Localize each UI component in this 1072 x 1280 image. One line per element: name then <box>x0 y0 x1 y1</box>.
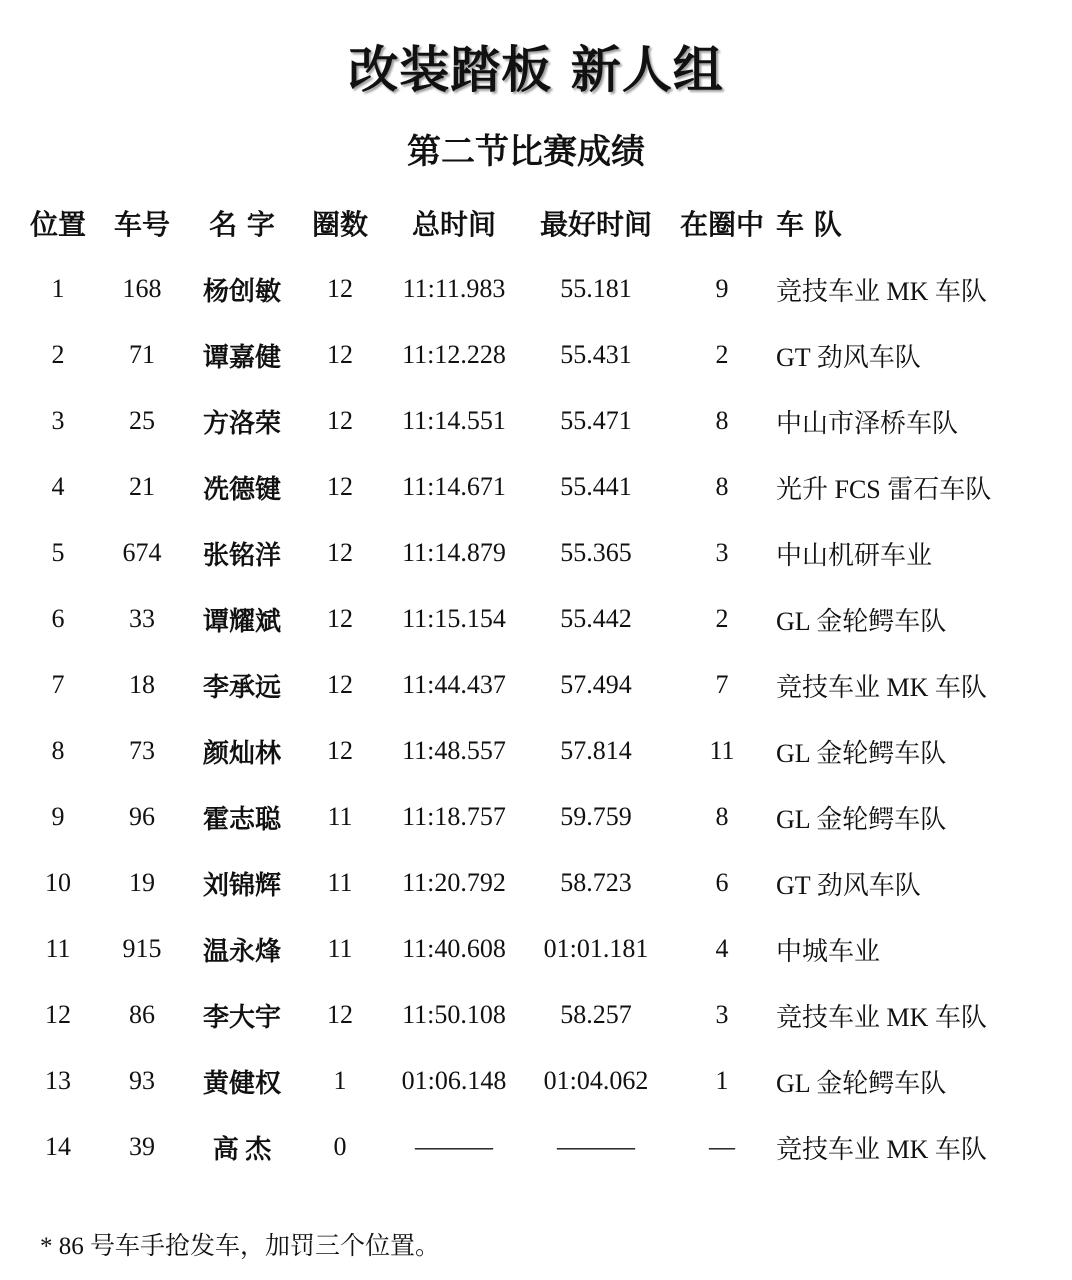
cell-best-time: 55.365 <box>560 538 632 567</box>
cell-position: 14 <box>45 1132 71 1161</box>
table-row <box>20 652 1065 718</box>
cell-laps: 12 <box>327 670 353 699</box>
cell-driver-name: 谭嘉健 <box>202 342 281 372</box>
cell-laps: 12 <box>327 472 353 501</box>
cell-team: GL 金轮鳄车队 <box>776 606 947 636</box>
cell-in-lap: 6 <box>715 868 729 897</box>
cell-in-lap: 8 <box>715 802 729 831</box>
cell-laps: 12 <box>327 340 353 369</box>
cell-team: 竞技车业 MK 车队 <box>776 1002 987 1032</box>
cell-driver-name: 黄健权 <box>202 1068 281 1098</box>
cell-total-time: 11:44.437 <box>402 670 506 699</box>
page-subtitle: 第二节比赛成绩 <box>407 132 645 172</box>
cell-position: 4 <box>51 472 65 501</box>
cell-driver-name: 温永烽 <box>202 936 281 966</box>
cell-best-time: 55.181 <box>560 274 632 303</box>
cell-driver-name: 冼德键 <box>202 474 281 504</box>
cell-car-no: 19 <box>129 868 155 897</box>
cell-position: 1 <box>51 274 65 303</box>
cell-laps: 12 <box>327 604 353 633</box>
header-team: 车 队 <box>776 208 842 241</box>
cell-total-time: 11:14.551 <box>402 406 506 435</box>
cell-in-lap: 3 <box>715 538 729 567</box>
cell-total-time: 11:15.154 <box>402 604 506 633</box>
cell-laps: 11 <box>327 934 353 963</box>
cell-total-time: ——— <box>415 1132 493 1161</box>
cell-driver-name: 李承远 <box>202 672 281 702</box>
cell-laps: 12 <box>327 406 353 435</box>
cell-car-no: 71 <box>129 340 155 369</box>
cell-team: 光升 FCS 雷石车队 <box>776 474 992 504</box>
cell-laps: 11 <box>327 868 353 897</box>
cell-total-time: 01:06.148 <box>401 1066 507 1095</box>
header-best-time: 最好时间 <box>539 208 652 241</box>
cell-car-no: 25 <box>129 406 155 435</box>
cell-best-time: 55.471 <box>560 406 632 435</box>
page-title: 改装踏板 新人组 <box>348 41 724 99</box>
cell-position: 3 <box>51 406 65 435</box>
cell-team: GL 金轮鳄车队 <box>776 738 947 768</box>
cell-best-time: 55.431 <box>560 340 632 369</box>
cell-total-time: 11:50.108 <box>402 1000 506 1029</box>
table-row <box>20 850 1065 916</box>
cell-laps: 11 <box>327 802 353 831</box>
table-row <box>20 520 1065 586</box>
cell-car-no: 18 <box>129 670 155 699</box>
cell-driver-name: 方洛荣 <box>202 408 281 438</box>
cell-position: 8 <box>51 736 65 765</box>
table-row <box>20 586 1065 652</box>
cell-laps: 0 <box>333 1132 347 1161</box>
header-car-no: 车号 <box>113 208 170 241</box>
cell-laps: 12 <box>327 1000 353 1029</box>
table-row <box>20 718 1065 784</box>
cell-best-time: 01:04.062 <box>543 1066 649 1095</box>
table-row <box>20 1114 1065 1180</box>
cell-car-no: 73 <box>129 736 155 765</box>
cell-team: 中山机研车业 <box>776 540 933 570</box>
table-row <box>20 982 1065 1048</box>
cell-total-time: 11:12.228 <box>402 340 506 369</box>
cell-best-time: 58.257 <box>560 1000 632 1029</box>
results-body <box>20 256 1065 1180</box>
cell-best-time: ——— <box>557 1132 635 1161</box>
header-position: 位置 <box>29 208 86 241</box>
footnote: * 86 号车手抢发车，加罚三个位置。 <box>40 1233 441 1260</box>
cell-driver-name: 杨创敏 <box>202 276 281 306</box>
cell-team: 竞技车业 MK 车队 <box>776 276 987 306</box>
cell-in-lap: 4 <box>715 934 729 963</box>
header-laps: 圈数 <box>311 208 368 241</box>
cell-best-time: 55.442 <box>560 604 632 633</box>
cell-in-lap: 2 <box>715 604 729 633</box>
cell-driver-name: 李大宇 <box>202 1002 281 1032</box>
cell-driver-name: 刘锦辉 <box>202 870 281 900</box>
cell-driver-name: 谭耀斌 <box>202 606 281 636</box>
cell-laps: 1 <box>333 1066 347 1095</box>
cell-total-time: 11:40.608 <box>402 934 506 963</box>
cell-position: 11 <box>45 934 71 963</box>
table-row <box>20 784 1065 850</box>
cell-best-time: 01:01.181 <box>543 934 649 963</box>
cell-position: 12 <box>45 1000 71 1029</box>
cell-position: 7 <box>51 670 65 699</box>
header-row <box>20 190 1065 256</box>
cell-in-lap: 9 <box>715 274 729 303</box>
cell-car-no: 93 <box>129 1066 155 1095</box>
cell-position: 13 <box>45 1066 71 1095</box>
cell-position: 5 <box>51 538 65 567</box>
cell-total-time: 11:14.879 <box>402 538 506 567</box>
table-row <box>20 256 1065 322</box>
cell-driver-name: 颜灿林 <box>202 738 281 768</box>
cell-team: 竞技车业 MK 车队 <box>776 672 987 702</box>
cell-in-lap: 3 <box>715 1000 729 1029</box>
cell-team: GT 劲风车队 <box>776 342 921 372</box>
cell-best-time: 59.759 <box>560 802 632 831</box>
cell-in-lap: 8 <box>715 406 729 435</box>
cell-team: GL 金轮鳄车队 <box>776 1068 947 1098</box>
cell-car-no: 96 <box>129 802 155 831</box>
cell-car-no: 86 <box>129 1000 155 1029</box>
cell-position: 6 <box>51 604 65 633</box>
cell-total-time: 11:48.557 <box>402 736 506 765</box>
cell-best-time: 55.441 <box>560 472 632 501</box>
cell-best-time: 57.814 <box>560 736 632 765</box>
cell-total-time: 11:20.792 <box>402 868 506 897</box>
cell-total-time: 11:14.671 <box>402 472 506 501</box>
cell-team: 中城车业 <box>776 936 881 966</box>
table-row <box>20 916 1065 982</box>
cell-car-no: 21 <box>129 472 155 501</box>
cell-driver-name: 霍志聪 <box>202 804 281 834</box>
cell-car-no: 674 <box>122 538 162 567</box>
cell-car-no: 168 <box>122 274 162 303</box>
cell-team: GT 劲风车队 <box>776 870 921 900</box>
header-in-lap: 在圈中 <box>679 208 764 241</box>
cell-in-lap: — <box>709 1132 735 1161</box>
cell-in-lap: 7 <box>715 670 729 699</box>
cell-team: GL 金轮鳄车队 <box>776 804 947 834</box>
cell-team: 竞技车业 MK 车队 <box>776 1134 987 1164</box>
cell-position: 10 <box>45 868 71 897</box>
cell-laps: 12 <box>327 538 353 567</box>
cell-position: 2 <box>51 340 65 369</box>
cell-driver-name: 高 杰 <box>212 1134 272 1164</box>
table-row <box>20 388 1065 454</box>
cell-car-no: 33 <box>129 604 155 633</box>
header-total-time: 总时间 <box>411 208 496 241</box>
cell-laps: 12 <box>327 736 353 765</box>
cell-in-lap: 2 <box>715 340 729 369</box>
table-row <box>20 322 1065 388</box>
cell-position: 9 <box>51 802 65 831</box>
table-row <box>20 454 1065 520</box>
results-table <box>20 190 1065 1180</box>
cell-laps: 12 <box>327 274 353 303</box>
cell-total-time: 11:11.983 <box>402 274 506 303</box>
cell-in-lap: 11 <box>709 736 735 765</box>
cell-car-no: 39 <box>129 1132 155 1161</box>
cell-in-lap: 1 <box>715 1066 729 1095</box>
cell-best-time: 58.723 <box>560 868 632 897</box>
cell-team: 中山市泽桥车队 <box>776 408 959 438</box>
cell-car-no: 915 <box>122 934 162 963</box>
header-name: 名 字 <box>209 208 275 241</box>
cell-total-time: 11:18.757 <box>402 802 506 831</box>
cell-in-lap: 8 <box>715 472 729 501</box>
table-row <box>20 1048 1065 1114</box>
cell-driver-name: 张铭洋 <box>202 540 281 570</box>
cell-best-time: 57.494 <box>560 670 632 699</box>
